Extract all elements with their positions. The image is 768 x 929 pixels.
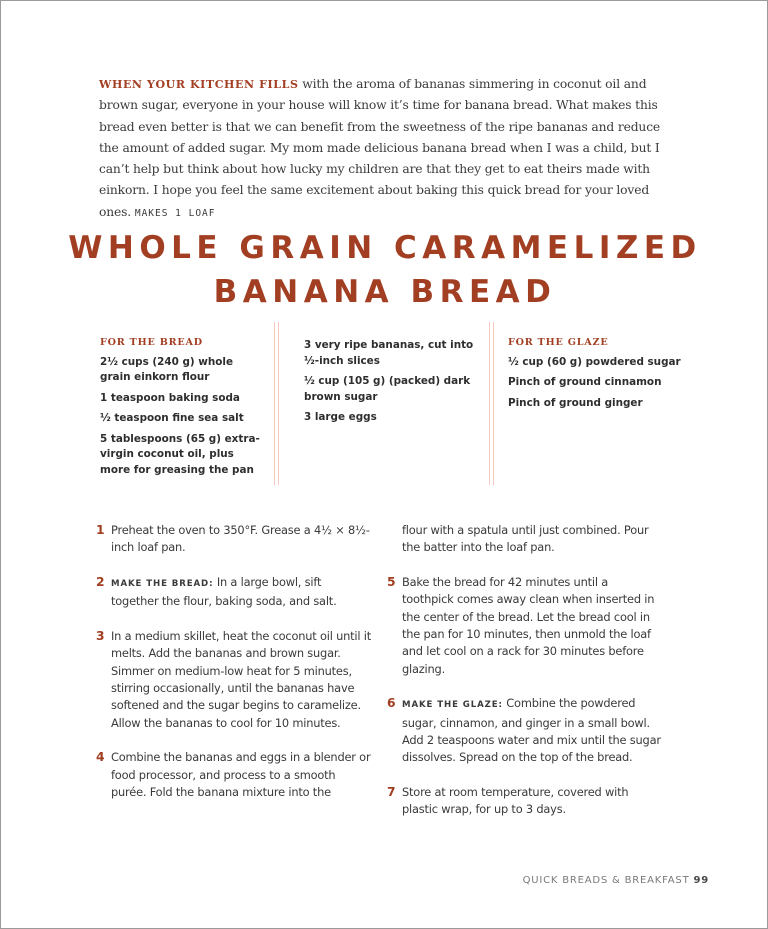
ingredients-glaze — [508, 335, 683, 416]
ingredient-item: 1 teaspoon baking soda — [100, 391, 240, 404]
ingredient-item: ½ cup (60 g) powdered sugar — [508, 355, 681, 368]
ingredient-item: Pinch of ground ginger — [508, 396, 643, 409]
step-4 — [96, 749, 371, 801]
recipe-title — [61, 226, 709, 314]
step-text: Store at room temperature, covered with plastic wrap, for up to 3 days. — [402, 785, 629, 817]
step-7 — [387, 784, 662, 819]
step-2 — [96, 574, 371, 611]
intro-paragraph — [99, 74, 669, 224]
step-text: Combine the bananas and eggs in a blender or food processor, and process to a smooth purée. Fold the banana mixture into the — [111, 750, 371, 800]
step-label: MAKE THE BREAD: — [111, 579, 214, 590]
step-label: MAKE THE GLAZE: — [402, 700, 503, 711]
column-divider — [489, 322, 494, 485]
intro-lead: WHEN YOUR KITCHEN FILLS — [99, 78, 299, 91]
ingredient-item: 3 large eggs — [304, 411, 377, 423]
step-text: Combine the powdered sugar, cinnamon, and ginger in a small bowl. Add 2 teaspoons water and mix until the sugar dissolves. Spread on the top of the bread. — [402, 696, 661, 765]
page-number: 99 — [693, 875, 709, 886]
recipe-yield: MAKES 1 LOAF — [134, 207, 216, 219]
step-number: 1 — [96, 523, 105, 537]
ingredient-item: 5 tablespoons (65 g) extra-virgin coconut oil, plus more for greasing the pan — [100, 432, 260, 476]
ingredient-item: ½ teaspoon fine sea salt — [100, 412, 244, 424]
steps-column-right — [387, 522, 662, 836]
step-number: 7 — [387, 785, 396, 800]
step-number: 4 — [96, 750, 105, 765]
steps-column-left — [96, 522, 371, 819]
intro-body: with the aroma of bananas simmering in coconut oil and brown sugar, everyone in your house will know it’s time for banana bread. What makes this bread even better is that we can benefit from the sweetness of the ripe bananas and reduce the amount of added sugar. My mom made delicious banana bread when I was a child, but I can’t help but think about how lucky my children are that they get to eat theirs made with einkorn. I hope you feel the same excitement about baking this quick bread for your loved ones. — [99, 77, 661, 219]
step-3 — [96, 628, 371, 732]
step-1 — [96, 522, 371, 557]
step-5 — [387, 574, 662, 678]
title-line-2: BANANA BREAD — [213, 274, 557, 310]
ingredient-item: 3 very ripe bananas, cut into ½-inch slices — [304, 339, 474, 367]
title-line-1: WHOLE GRAIN CARAMELIZED — [68, 230, 702, 266]
step-4-continued — [387, 522, 662, 557]
ingredients-bread-heading: FOR THE BREAD — [100, 337, 203, 348]
step-number: 6 — [387, 696, 396, 711]
section-name: QUICK BREADS & BREAKFAST — [522, 875, 694, 886]
page-footer — [523, 875, 709, 886]
step-text: Preheat the oven to 350°F. Grease a 4½ × 8½-inch loaf pan. — [111, 523, 370, 555]
ingredients-glaze-heading: FOR THE GLAZE — [508, 337, 609, 348]
step-number: 5 — [387, 575, 396, 590]
ingredients-bread-continued — [304, 338, 474, 431]
column-divider — [274, 322, 279, 485]
ingredients-bread — [100, 335, 265, 483]
step-text: In a medium skillet, heat the coconut oil until it melts. Add the bananas and brown sugar. Simmer on medium-low heat for 5 minutes, stirring occasionally, until the bananas have softened and the sugar begins to caramelize. Allow the bananas to cool for 10 minutes. — [111, 629, 371, 730]
step-text: flour with a spatula until just combined. Pour the batter into the loaf pan. — [402, 523, 649, 555]
ingredient-item: Pinch of ground cinnamon — [508, 376, 662, 388]
step-text: Bake the bread for 42 minutes until a toothpick comes away clean when inserted in the center of the bread. Let the bread cool in the pan for 10 minutes, then unmold the loaf and let cool on a rack for 30 minutes before glazing. — [402, 575, 655, 676]
step-6 — [387, 695, 662, 766]
ingredient-item: ½ cup (105 g) (packed) dark brown sugar — [304, 375, 471, 403]
step-text: In a large bowl, sift together the flour, baking soda, and salt. — [111, 575, 337, 609]
ingredient-item: 2½ cups (240 g) whole grain einkorn flour — [100, 355, 234, 383]
step-number: 3 — [96, 629, 105, 644]
step-number: 2 — [96, 575, 105, 590]
